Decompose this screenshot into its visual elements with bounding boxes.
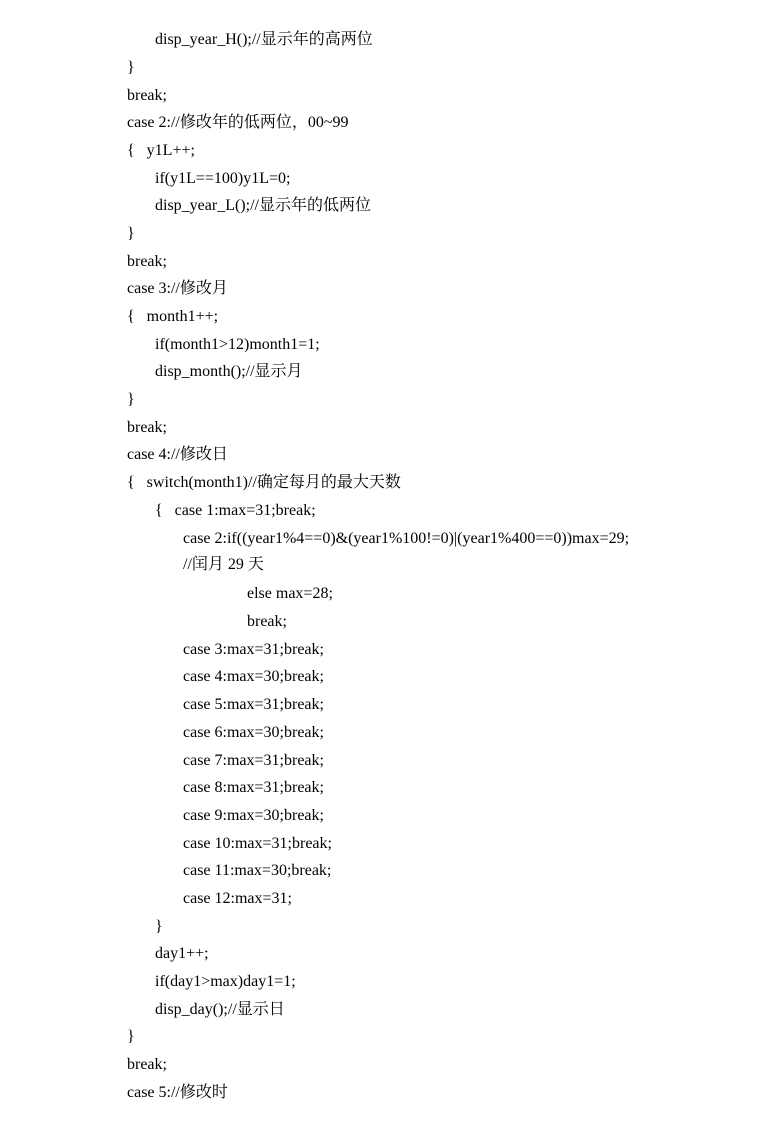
code-line: } [127,59,135,76]
code-line: case 2://修改年的低两位，00~99 [127,114,349,131]
code-line: case 7:max=31;break; [183,752,324,769]
code-line: //闰月 29 天 [183,556,264,573]
code-line: case 3:max=31;break; [183,641,324,658]
code-line: disp_month();//显示月 [155,363,303,380]
code-line: { switch(month1)//确定每月的最大天数 [127,474,401,491]
code-line: break; [127,419,167,436]
code-line: break; [247,613,287,630]
code-line: day1++; [155,945,209,962]
code-line: case 8:max=31;break; [183,779,324,796]
code-line: disp_year_L();//显示年的低两位 [155,197,371,214]
code-line: disp_day();//显示日 [155,1001,285,1018]
code-line: } [127,391,135,408]
code-line: case 6:max=30;break; [183,724,324,741]
code-line: case 10:max=31;break; [183,835,332,852]
code-line: break; [127,87,167,104]
code-line: if(y1L==100)y1L=0; [155,170,291,187]
code-line: if(month1>12)month1=1; [155,336,320,353]
code-line: { y1L++; [127,142,195,159]
code-line: { case 1:max=31;break; [155,502,316,519]
code-line: if(day1>max)day1=1; [155,973,296,990]
code-line: } [127,1028,135,1045]
code-line: case 4:max=30;break; [183,668,324,685]
code-line: case 3://修改月 [127,280,228,297]
code-line: case 11:max=30;break; [183,862,332,879]
code-line: case 12:max=31; [183,890,292,907]
code-line: else max=28; [247,585,333,602]
code-line: break; [127,1056,167,1073]
code-line: case 4://修改日 [127,446,228,463]
code-line: disp_year_H();//显示年的高两位 [155,31,373,48]
code-line: } [155,918,163,935]
code-line: case 5:max=31;break; [183,696,324,713]
code-line: case 9:max=30;break; [183,807,324,824]
code-line: { month1++; [127,308,219,325]
code-line: case 2:if((year1%4==0)&(year1%100!=0)|(year1%400==0))max=29; [183,530,630,547]
code-line: break; [127,253,167,270]
code-line: case 5://修改时 [127,1084,228,1101]
code-line: } [127,225,135,242]
